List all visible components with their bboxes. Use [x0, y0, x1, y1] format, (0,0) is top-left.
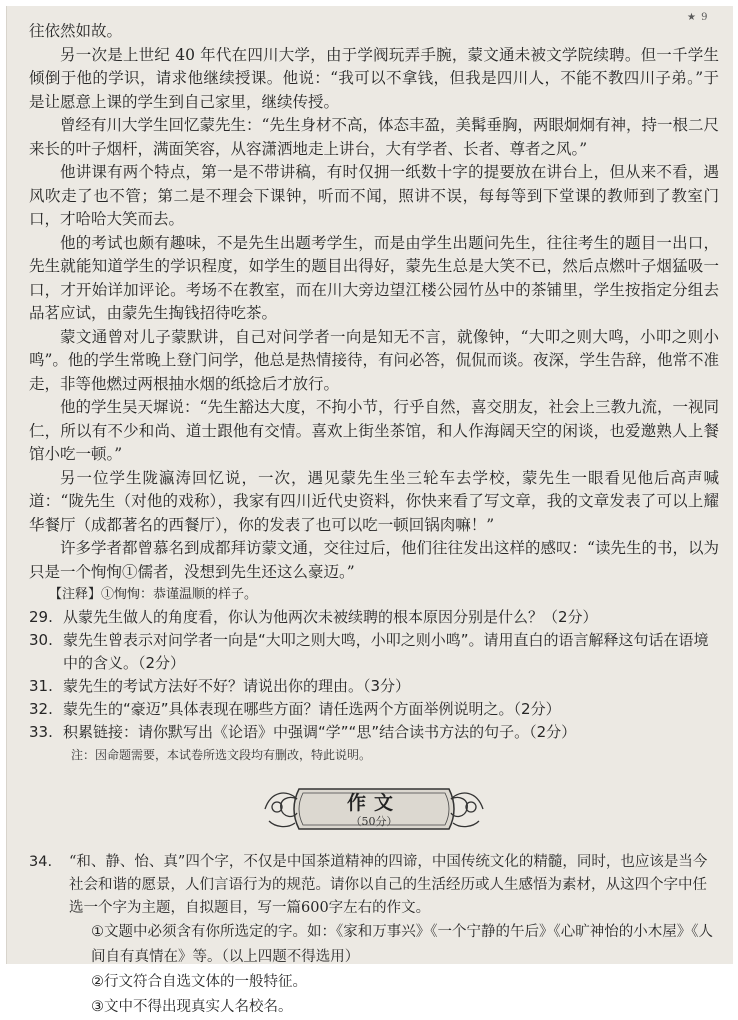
corner-mark: ★ 9 [687, 12, 709, 23]
question-29 [29, 606, 719, 629]
question-text: 蒙先生的考试方法好不好？请说出你的理由。（3分） [63, 677, 411, 695]
composition-banner [259, 781, 489, 837]
question-33 [29, 721, 719, 744]
question-number: 29. [29, 608, 53, 626]
exam-sheet [6, 6, 733, 1015]
passage-paragraph: 他的考试也颇有趣味，不是先生出题考学生，而是由学生出题问先生，往往考生的题目一出口，先生就能知道学生的学识程度，如学生的题目出得好，蒙先生总是大笑不已，然后点燃叶子烟猛吸一口，才开始详加评论。考场不在教室，而在川大旁边望江楼公园竹丛中的茶铺里，学生按指定分组去品茗应试，由蒙先生掏钱招待吃茶。 [29, 233, 719, 322]
question-text: 蒙先生的“豪迈”具体表现在哪些方面？请任选两个方面举例说明之。（2分） [63, 700, 561, 718]
question-text: 从蒙先生做人的角度看，你认为他两次未被续聘的根本原因分别是什么？（2分） [63, 608, 598, 626]
question-number: 31. [29, 677, 53, 695]
question-31 [29, 675, 719, 698]
question-30 [29, 629, 719, 675]
passage-paragraph: 许多学者都曾慕名到成都拜访蒙文通，交往过后，他们往往发出这样的感叹：“读先生的书，以为只是一个恂恂①儒者，没想到先生还这么豪迈。” [29, 539, 719, 581]
essay-number: 34. [29, 854, 53, 870]
question-text: 积累链接：请你默写出《论语》中强调“学”“思”结合读书方法的句子。（2分） [63, 723, 577, 741]
banner-title: 作文 [346, 792, 401, 814]
essay-requirement: ③文中不得出现真实人名校名。 [91, 999, 293, 1015]
question-text: 蒙先生曾表示对问学者一向是“大叩之则大鸣，小叩之则小鸣”。请用直白的语言解释这句话在语境中的含义。（2分） [63, 631, 709, 672]
passage-paragraph: 他讲课有两个特点，第一是不带讲稿，有时仅拥一纸数十字的提要放在讲台上，但从来不看，遇风吹走了也不管；第二是不理会下课钟，听而不闻，照讲不误，每每等到下堂课的教师到了教室门口，才哈哈大笑而去。 [29, 163, 719, 228]
passage-paragraph: 蒙文通曾对儿子蒙默讲，自己对问学者一向是知无不言，就像钟，“大叩之则大鸣，小叩之则小鸣”。他的学生常晚上登门问学，他总是热情接待，有问必答，侃侃而谈。夜深，学生告辞，他常不准走，非等他燃过两根抽水烟的纸捻后才放行。 [29, 327, 719, 393]
essay-requirement: ①文题中必须含有你所选定的字。如：《家和万事兴》《一个宁静的午后》《心旷神怡的小木屋》《人间自有真情在》等。（以上四题不得选用） [91, 924, 713, 965]
essay-question [29, 851, 719, 920]
exam-note: 注：因命题需要，本试卷所选文段均有删改，特此说明。 [71, 748, 372, 762]
question-number: 30. [29, 631, 53, 649]
annotation: 【注释】①恂恂：恭谨温顺的样子。 [49, 587, 258, 602]
question-number: 32. [29, 700, 53, 718]
essay-prompt: “和、静、怡、真”四个字，不仅是中国茶道精神的四谛，中国传统文化的精髓，同时，也应该是当今社会和谐的愿景，人们言语行为的规范。请你以自己的生活经历或人生感悟为素材，从这四个字中任选一个字为主题，自拟题目，写一篇600字左右的作文。 [69, 854, 708, 916]
exam-page [29, 20, 719, 1020]
banner-score: （50分） [350, 815, 398, 828]
question-number: 33. [29, 723, 53, 741]
passage-paragraph: 另一位学生陇瀛涛回忆说，一次，遇见蒙先生坐三轮车去学校，蒙先生一眼看见他后高声喊道：“陇先生（对他的戏称），我家有四川近代史资料，你快来看了写文章，我的文章发表了可以上耀华餐厅（成都著名的西餐厅），你的发表了也可以吃一顿回锅肉嘛！” [29, 468, 719, 534]
passage-paragraph: 往依然如故。 [29, 22, 123, 40]
question-32 [29, 698, 719, 721]
passage-paragraph: 曾经有川大学生回忆蒙先生：“先生身材不高，体态丰盈，美髯垂胸，两眼炯炯有神，持一根二尺来长的叶子烟杆，满面笑容，从容潇洒地走上讲台，大有学者、长者、尊者之风。” [29, 116, 719, 158]
passage-paragraph: 他的学生吴天墀说：“先生豁达大度，不拘小节，行乎自然，喜交朋友，社会上三教九流，一视同仁，所以有不少和尚、道士跟他有交情。喜欢上街坐茶馆，和人作海阔天空的闲谈，也爱邀熟人上餐馆小吃一顿。” [29, 398, 719, 463]
passage-paragraph: 另一次是上世纪 40 年代在四川大学，由于学阀玩弄手腕，蒙文通未被文学院续聘。但一千学生倾倒于他的学识，请求他继续授课。他说：“我可以不拿钱，但我是四川人，不能不教四川子弟。”于是让愿意上课的学生到自己家里，继续传授。 [29, 45, 719, 111]
essay-requirement: ②行文符合自选文体的一般特征。 [91, 974, 307, 990]
